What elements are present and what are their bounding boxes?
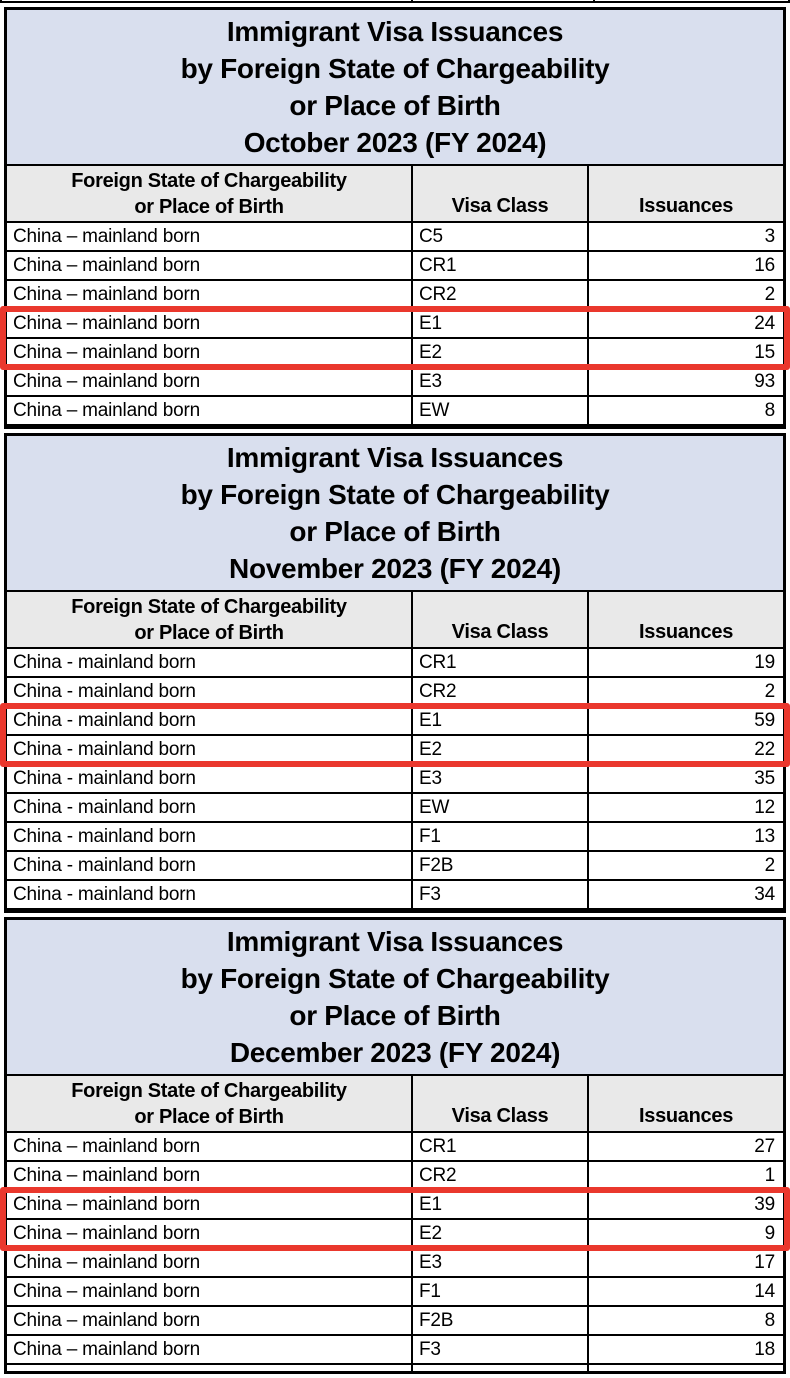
place-of-birth-cell: China - mainland born (7, 852, 413, 879)
visa-class-cell: E3 (413, 368, 589, 395)
table-row-highlighted (7, 1220, 783, 1249)
table-row (7, 1133, 783, 1162)
header-line: Foreign State of Chargeability (71, 1079, 347, 1102)
header-visa-class: Visa Class (413, 1076, 589, 1131)
place-of-birth-cell: China – mainland born (7, 1162, 413, 1189)
column-header-row (7, 1076, 783, 1133)
header-line: or Place of Birth (134, 1105, 284, 1128)
visa-class-cell: CR1 (413, 252, 589, 279)
visa-class-cell: CR1 (413, 649, 589, 676)
column-header-row (7, 166, 783, 223)
place-of-birth-cell: China – mainland born (7, 397, 413, 424)
issuances-cell: 8 (764, 400, 775, 421)
visa-class-cell: F2B (413, 852, 589, 879)
table-title-november (7, 436, 783, 592)
column-header-row (7, 592, 783, 649)
place-of-birth-cell: China – mainland born (7, 223, 413, 250)
header-place-of-birth (7, 1076, 413, 1131)
place-of-birth-cell: China – mainland born (7, 1191, 413, 1218)
title-line: by Foreign State of Chargeability (180, 53, 610, 84)
place-of-birth-cell (7, 1365, 413, 1371)
header-line: Foreign State of Chargeability (71, 595, 347, 618)
table-row (7, 1278, 783, 1307)
place-of-birth-cell: China – mainland born (7, 1249, 413, 1276)
red-highlight-box-november (7, 707, 783, 765)
issuances-cell: 34 (754, 884, 775, 905)
title-line: November 2023 (FY 2024) (229, 553, 561, 584)
table-row (7, 1162, 783, 1191)
issuances-cell: 59 (754, 710, 775, 731)
visa-class-cell: F2B (413, 1307, 589, 1334)
visa-class-cell: F3 (413, 881, 589, 908)
issuances-cell: 13 (754, 826, 775, 847)
place-of-birth-cell: China – mainland born (7, 252, 413, 279)
table-row (7, 881, 783, 910)
title-line: Immigrant Visa Issuances (226, 442, 564, 473)
table-row (7, 368, 783, 397)
title-line: October 2023 (FY 2024) (243, 127, 547, 158)
issuances-cell: 9 (764, 1223, 775, 1244)
place-of-birth-cell: China – mainland born (7, 1278, 413, 1305)
table-row (7, 823, 783, 852)
header-line: Foreign State of Chargeability (71, 169, 347, 192)
place-of-birth-cell: China - mainland born (7, 881, 413, 908)
issuances-cell: 8 (764, 1310, 775, 1331)
title-line: or Place of Birth (289, 516, 501, 547)
visa-class-cell: F1 (413, 823, 589, 850)
visa-table-october (4, 7, 786, 429)
title-line: Immigrant Visa Issuances (226, 926, 564, 957)
place-of-birth-cell: China - mainland born (7, 823, 413, 850)
title-line: by Foreign State of Chargeability (180, 963, 610, 994)
issuances-cell: 16 (754, 255, 775, 276)
red-highlight-box-october (7, 310, 783, 368)
table-row (7, 852, 783, 881)
issuances-cell: 18 (754, 1339, 775, 1360)
table-row (7, 1336, 783, 1365)
cutoff-row-top (0, 0, 790, 3)
issuances-cell: 39 (754, 1194, 775, 1215)
visa-class-cell: E1 (413, 310, 589, 337)
issuances-cell: 17 (754, 1252, 775, 1273)
place-of-birth-cell: China – mainland born (7, 368, 413, 395)
visa-class-cell: E3 (413, 765, 589, 792)
table-row (7, 678, 783, 707)
issuances-cell: 1 (764, 1165, 775, 1186)
place-of-birth-cell: China – mainland born (7, 1133, 413, 1160)
issuances-cell: 2 (764, 855, 775, 876)
visa-class-cell: F3 (413, 1336, 589, 1363)
place-of-birth-cell: China – mainland born (7, 1307, 413, 1334)
place-of-birth-cell: China – mainland born (7, 339, 413, 366)
title-line: or Place of Birth (289, 1000, 501, 1031)
table-row-highlighted (7, 1191, 783, 1220)
place-of-birth-cell: China - mainland born (7, 707, 413, 734)
place-of-birth-cell: China - mainland born (7, 794, 413, 821)
visa-class-cell: E2 (413, 339, 589, 366)
table-row (7, 1249, 783, 1278)
title-line: Immigrant Visa Issuances (226, 16, 564, 47)
visa-class-cell: E3 (413, 1249, 589, 1276)
title-line: by Foreign State of Chargeability (180, 479, 610, 510)
column-border-tick (411, 0, 413, 3)
header-visa-class: Visa Class (413, 166, 589, 221)
issuances-cell: 2 (764, 681, 775, 702)
place-of-birth-cell: China - mainland born (7, 678, 413, 705)
visa-class-cell: EW (413, 794, 589, 821)
header-visa-class: Visa Class (413, 592, 589, 647)
issuances-cell: 15 (754, 342, 775, 363)
visa-class-cell: CR2 (413, 281, 589, 308)
header-issuances: Issuances (638, 195, 734, 217)
column-border-tick (0, 0, 2, 3)
visa-class-cell: EW (413, 397, 589, 424)
visa-class-cell: E1 (413, 707, 589, 734)
header-issuances: Issuances (638, 621, 734, 643)
table-row (7, 223, 783, 252)
red-highlight-box-december (7, 1191, 783, 1249)
place-of-birth-cell: China - mainland born (7, 765, 413, 792)
header-place-of-birth (7, 592, 413, 647)
table-title-december (7, 920, 783, 1076)
issuances-cell: 3 (764, 226, 775, 247)
header-line: or Place of Birth (134, 195, 284, 218)
place-of-birth-cell: China – mainland born (7, 1220, 413, 1247)
table-row-highlighted (7, 736, 783, 765)
header-place-of-birth (7, 166, 413, 221)
table-row (7, 765, 783, 794)
table-row (7, 281, 783, 310)
visa-class-cell: F1 (413, 1278, 589, 1305)
issuances-cell: 19 (754, 652, 775, 673)
header-issuances: Issuances (638, 1105, 734, 1127)
column-border-tick (593, 0, 595, 3)
table-row-highlighted (7, 339, 783, 368)
title-line: December 2023 (FY 2024) (229, 1037, 561, 1068)
table-row-highlighted (7, 707, 783, 736)
place-of-birth-cell: China – mainland born (7, 1336, 413, 1363)
table-row-highlighted (7, 310, 783, 339)
visa-class-cell (413, 1365, 589, 1371)
issuances-cell (589, 1365, 783, 1371)
title-line: or Place of Birth (289, 90, 501, 121)
visa-table-november (4, 433, 786, 913)
visa-class-cell: CR1 (413, 1133, 589, 1160)
visa-class-cell: E1 (413, 1191, 589, 1218)
place-of-birth-cell: China - mainland born (7, 736, 413, 763)
table-row (7, 649, 783, 678)
issuances-cell: 35 (754, 768, 775, 789)
issuances-cell: 12 (754, 797, 775, 818)
issuances-cell: 2 (764, 284, 775, 305)
cutoff-row-bottom (7, 1365, 783, 1371)
table-row (7, 252, 783, 281)
visa-class-cell: E2 (413, 1220, 589, 1247)
header-line: or Place of Birth (134, 621, 284, 644)
table-title-october (7, 10, 783, 166)
visa-class-cell: CR2 (413, 678, 589, 705)
place-of-birth-cell: China - mainland born (7, 649, 413, 676)
place-of-birth-cell: China – mainland born (7, 281, 413, 308)
visa-class-cell: CR2 (413, 1162, 589, 1189)
table-row (7, 794, 783, 823)
issuances-cell: 27 (754, 1136, 775, 1157)
visa-class-cell: C5 (413, 223, 589, 250)
table-row (7, 1307, 783, 1336)
visa-class-cell: E2 (413, 736, 589, 763)
table-row (7, 397, 783, 426)
issuances-cell: 93 (754, 371, 775, 392)
issuances-cell: 24 (754, 313, 775, 334)
issuances-cell: 22 (754, 739, 775, 760)
place-of-birth-cell: China – mainland born (7, 310, 413, 337)
visa-table-december (4, 917, 786, 1374)
issuances-cell: 14 (754, 1281, 775, 1302)
